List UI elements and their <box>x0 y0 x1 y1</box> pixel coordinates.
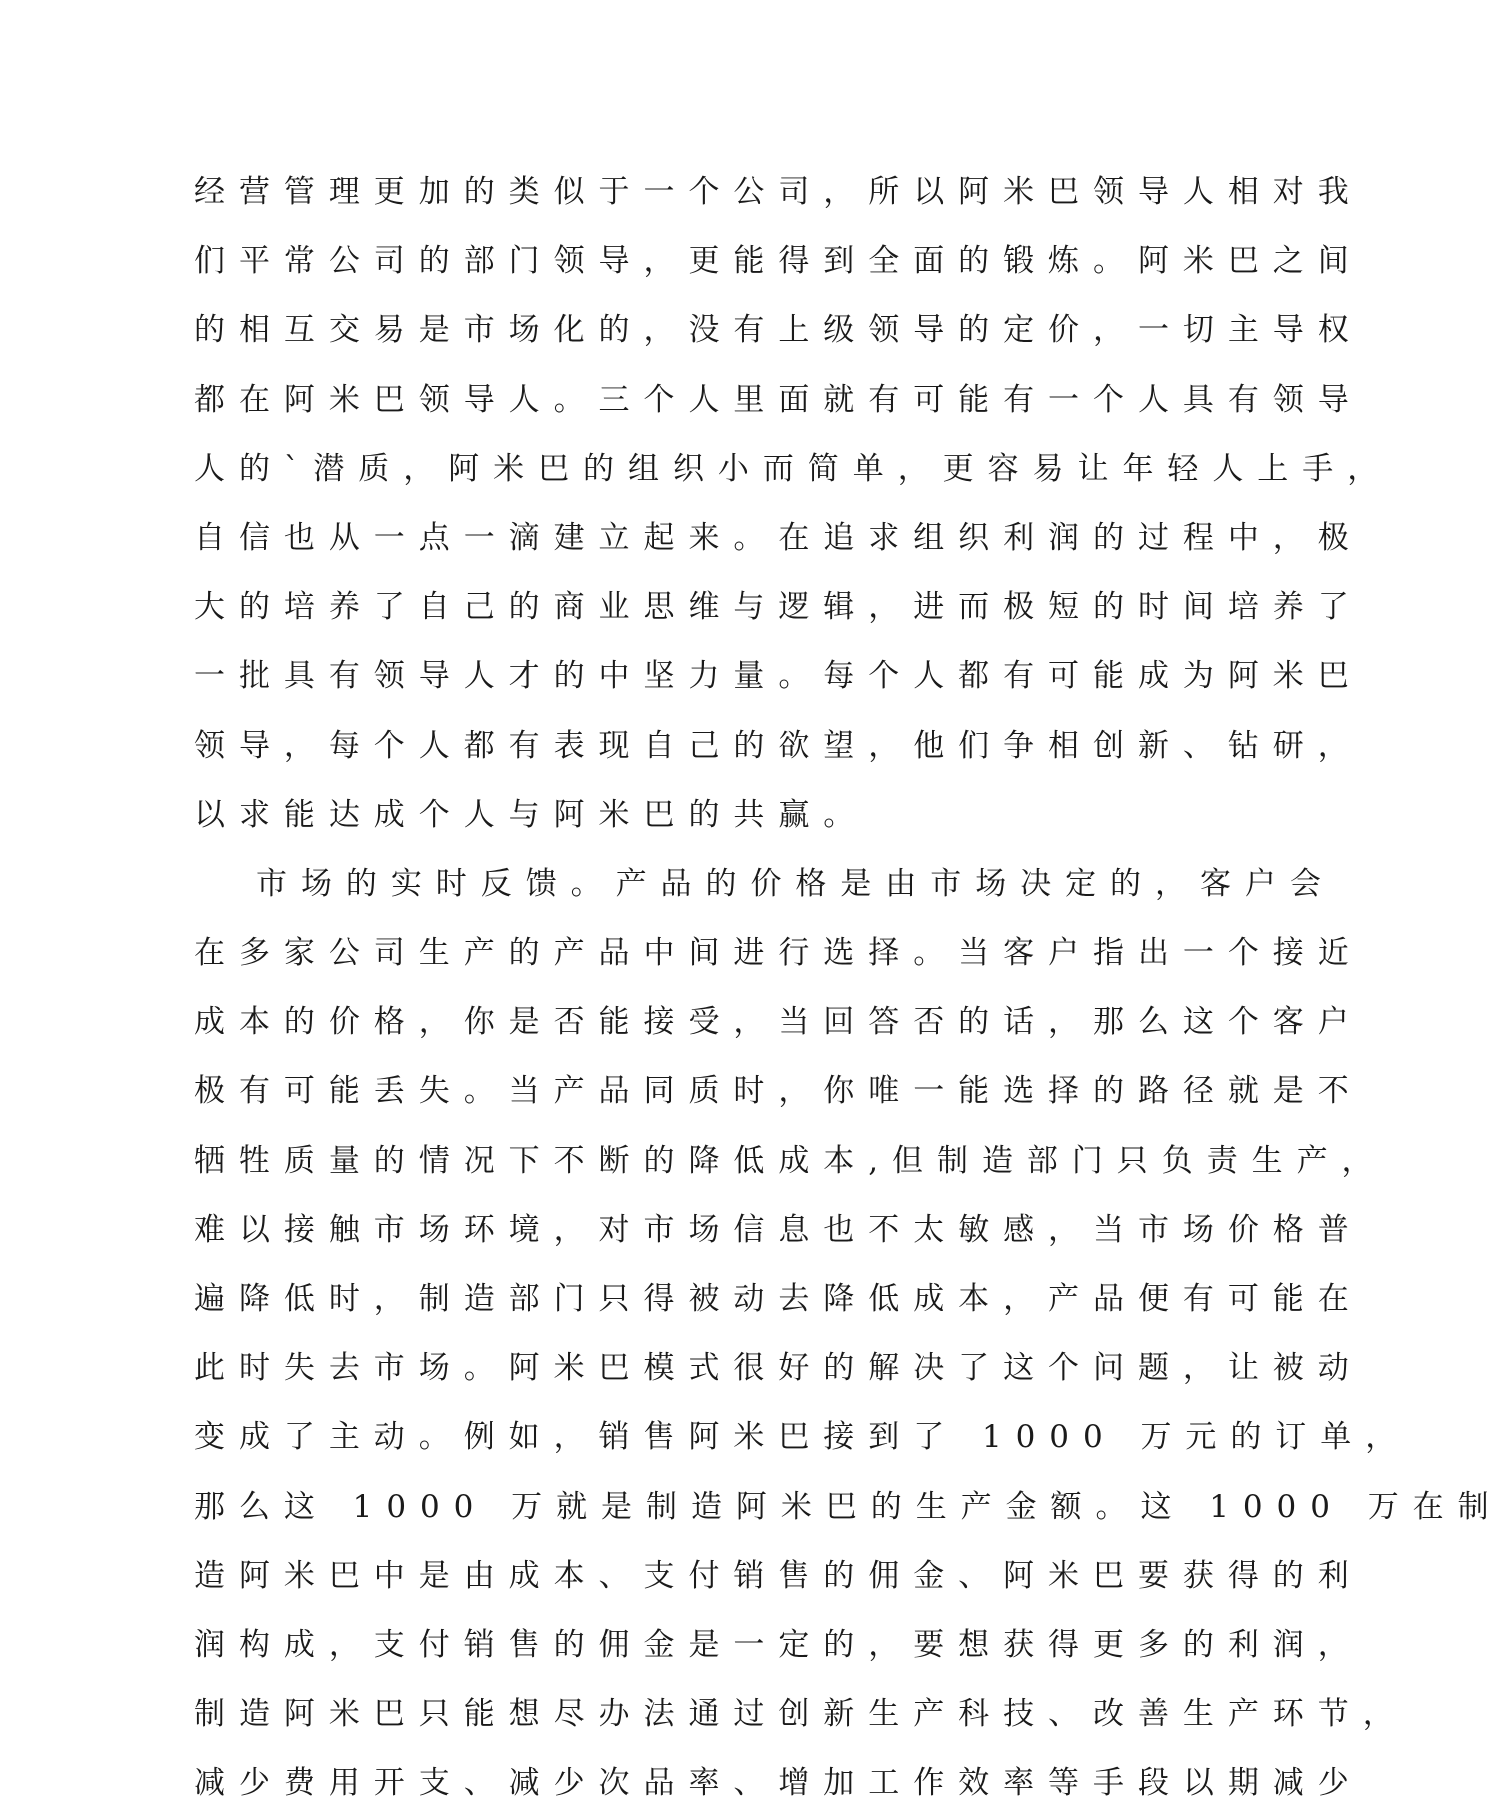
text-line: 领导，每个人都有表现自己的欲望，他们争相创新、钻研， <box>194 727 1363 764</box>
text-line: 们平常公司的部门领导，更能得到全面的锻炼。阿米巴之间 <box>194 243 1363 280</box>
text-line: 制造阿米巴只能想尽办法通过创新生产科技、改善生产环节， <box>194 1696 1408 1733</box>
text-line: 人的`潜质，阿米巴的组织小而简单，更容易让年轻人上手， <box>194 450 1393 487</box>
text-line: 一批具有领导人才的中坚力量。每个人都有可能成为阿米巴 <box>194 658 1363 695</box>
text-line: 都在阿米巴领导人。三个人里面就有可能有一个人具有领导 <box>194 381 1363 418</box>
text-line: 极有可能丢失。当产品同质时，你唯一能选择的路径就是不 <box>194 1073 1363 1110</box>
text-line: 遍降低时，制造部门只得被动去降低成本，产品便有可能在 <box>194 1281 1363 1317</box>
text-line: 造阿米巴中是由成本、支付销售的佣金、阿米巴要获得的利 <box>194 1557 1363 1594</box>
body-text <box>194 158 1503 1819</box>
text-line: 变成了主动。例如，销售阿米巴接到了 1000 万元的订单， <box>194 1419 1411 1456</box>
text-line: 经营管理更加的类似于一个公司，所以阿米巴领导人相对我 <box>194 174 1363 210</box>
text-line: 在多家公司生产的产品中间进行选择。当客户指出一个接近 <box>194 935 1363 972</box>
text-line: 那么这 1000 万就是制造阿米巴的生产金额。这 1000 万在制 <box>194 1488 1503 1525</box>
text-line: 润构成，支付销售的佣金是一定的，要想获得更多的利润， <box>194 1626 1363 1663</box>
text-line: 牺牲质量的情况下不断的降低成本,但制造部门只负责生产， <box>194 1142 1387 1179</box>
text-line: 成本的价格，你是否能接受，当回答否的话，那么这个客户 <box>194 1004 1363 1041</box>
text-line: 的相互交易是市场化的，没有上级领导的定价，一切主导权 <box>194 312 1363 349</box>
text-line: 以求能达成个人与阿米巴的共赢。 <box>194 796 869 833</box>
text-line: 减少费用开支、减少次品率、增加工作效率等手段以期减少 <box>194 1765 1363 1802</box>
paragraph-first-line: 市场的实时反馈。产品的价格是由市场决定的，客户会 <box>256 865 1335 902</box>
text-line: 难以接触市场环境，对市场信息也不太敏感，当市场价格普 <box>194 1211 1363 1248</box>
text-line: 大的培养了自己的商业思维与逻辑，进而极短的时间培养了 <box>194 589 1363 626</box>
text-line: 此时失去市场。阿米巴模式很好的解决了这个问题，让被动 <box>194 1350 1363 1387</box>
text-line: 自信也从一点一滴建立起来。在追求组织利润的过程中，极 <box>194 519 1363 556</box>
